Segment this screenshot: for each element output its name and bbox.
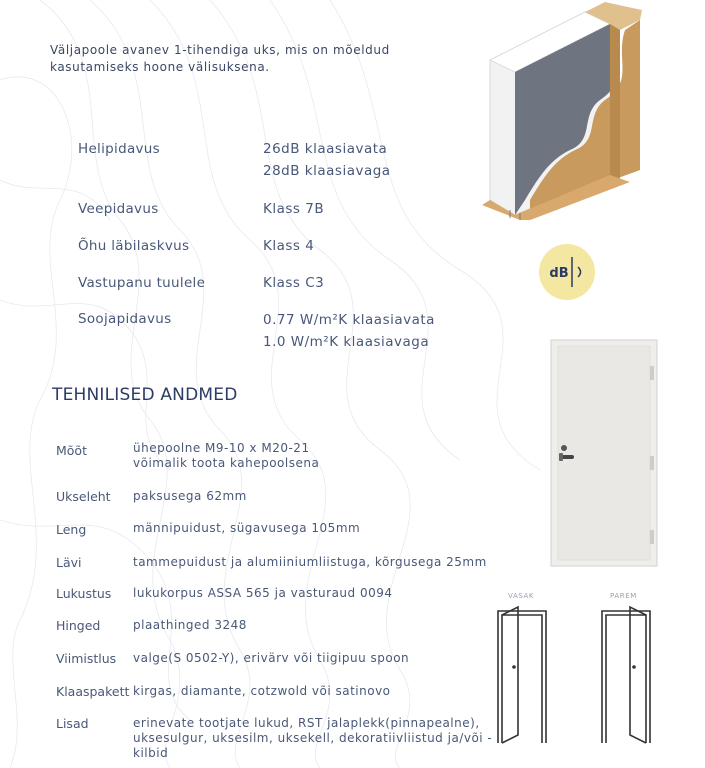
door-image: [548, 338, 660, 570]
property-label-sound: Helipidavus: [78, 141, 160, 157]
property-value-line: Klass C3: [263, 275, 325, 291]
sound-icon: [538, 243, 596, 301]
tech-value-finish: [133, 651, 493, 666]
tech-label-size: Mõõt: [56, 443, 87, 458]
tech-label-frame: Leng: [56, 522, 87, 537]
tech-value-line: kilbid: [133, 746, 169, 760]
property-value-thermal: [263, 309, 435, 353]
tech-value-line: paksusega 62mm: [133, 489, 247, 503]
property-value-line: Klass 4: [263, 238, 315, 254]
property-value-water: [263, 198, 324, 220]
swing-label-right: PAREM: [610, 592, 637, 600]
tech-value-line: võimalik toota kahepoolsena: [133, 456, 320, 470]
property-label-water: Veepidavus: [78, 201, 159, 217]
property-label-thermal: Soojapidavus: [78, 311, 172, 327]
property-value-wind: [263, 272, 324, 294]
tech-value-size: [133, 441, 493, 471]
tech-value-frame: [133, 521, 493, 536]
tech-label-finish: Viimistlus: [56, 651, 117, 666]
property-label-wind: Vastupanu tuulele: [78, 275, 206, 291]
tech-value-line: erinevate tootjate lukud, RST jalaplekk(pinnapealne),: [133, 716, 480, 730]
property-value-line: 28dB klaasiavaga: [263, 163, 391, 179]
property-value-line: 1.0 W/m²K klaasiavaga: [263, 334, 430, 350]
tech-label-threshold: Lävi: [56, 555, 82, 570]
tech-label-leaf: Ukseleht: [56, 489, 111, 504]
tech-value-line: tammepuidust ja alumiiniumliistuga, kõrgusega 25mm: [133, 555, 487, 569]
tech-value-line: lukukorpus ASSA 565 ja vasturaud 0094: [133, 586, 393, 600]
wall-cross-section-image: [470, 0, 650, 220]
property-label-air: Õhu läbilaskvus: [78, 238, 190, 254]
tech-value-leaf: [133, 489, 493, 504]
tech-value-line: ühepoolne M9-10 x M20-21: [133, 441, 310, 455]
swing-label-left: VASAK: [508, 592, 535, 600]
tech-value-threshold: [133, 555, 493, 570]
tech-value-extras: [133, 716, 493, 761]
badge-text: dB: [549, 266, 569, 281]
property-value-sound: [263, 138, 391, 182]
tech-label-hinges: Hinged: [56, 618, 101, 633]
tech-value-line: uksesulgur, uksesilm, uksekell, dekoratiivliistud ja/või -: [133, 731, 493, 745]
tech-label-locking: Lukustus: [56, 586, 112, 601]
section-title: TEHNILISED ANDMED: [52, 385, 238, 405]
door-swing-left-diagram: [492, 605, 552, 745]
intro-text: Väljapoole avanev 1-tihendiga uks, mis on mõeldud kasutamiseks hoone välisuksena.: [50, 43, 390, 74]
tech-value-glazing: [133, 684, 493, 699]
tech-value-line: kirgas, diamante, cotzwold või satinovo: [133, 684, 391, 698]
property-value-air: [263, 235, 314, 257]
decibel-badge: [538, 243, 596, 305]
tech-value-line: männipuidust, sügavusega 105mm: [133, 521, 361, 535]
tech-label-glazing: Klaaspakett: [56, 684, 130, 699]
property-value-line: Klass 7B: [263, 201, 325, 217]
property-value-line: 26dB klaasiavata: [263, 141, 388, 157]
tech-label-extras: Lisad: [56, 716, 89, 731]
tech-value-line: valge(S 0502-Y), erivärv või tiigipuu spoon: [133, 651, 410, 665]
tech-value-hinges: [133, 618, 493, 633]
property-value-line: 0.77 W/m²K klaasiavata: [263, 312, 435, 328]
door-swing-right-diagram: [596, 605, 656, 745]
tech-value-locking: [133, 586, 493, 601]
tech-value-line: plaathinged 3248: [133, 618, 247, 632]
